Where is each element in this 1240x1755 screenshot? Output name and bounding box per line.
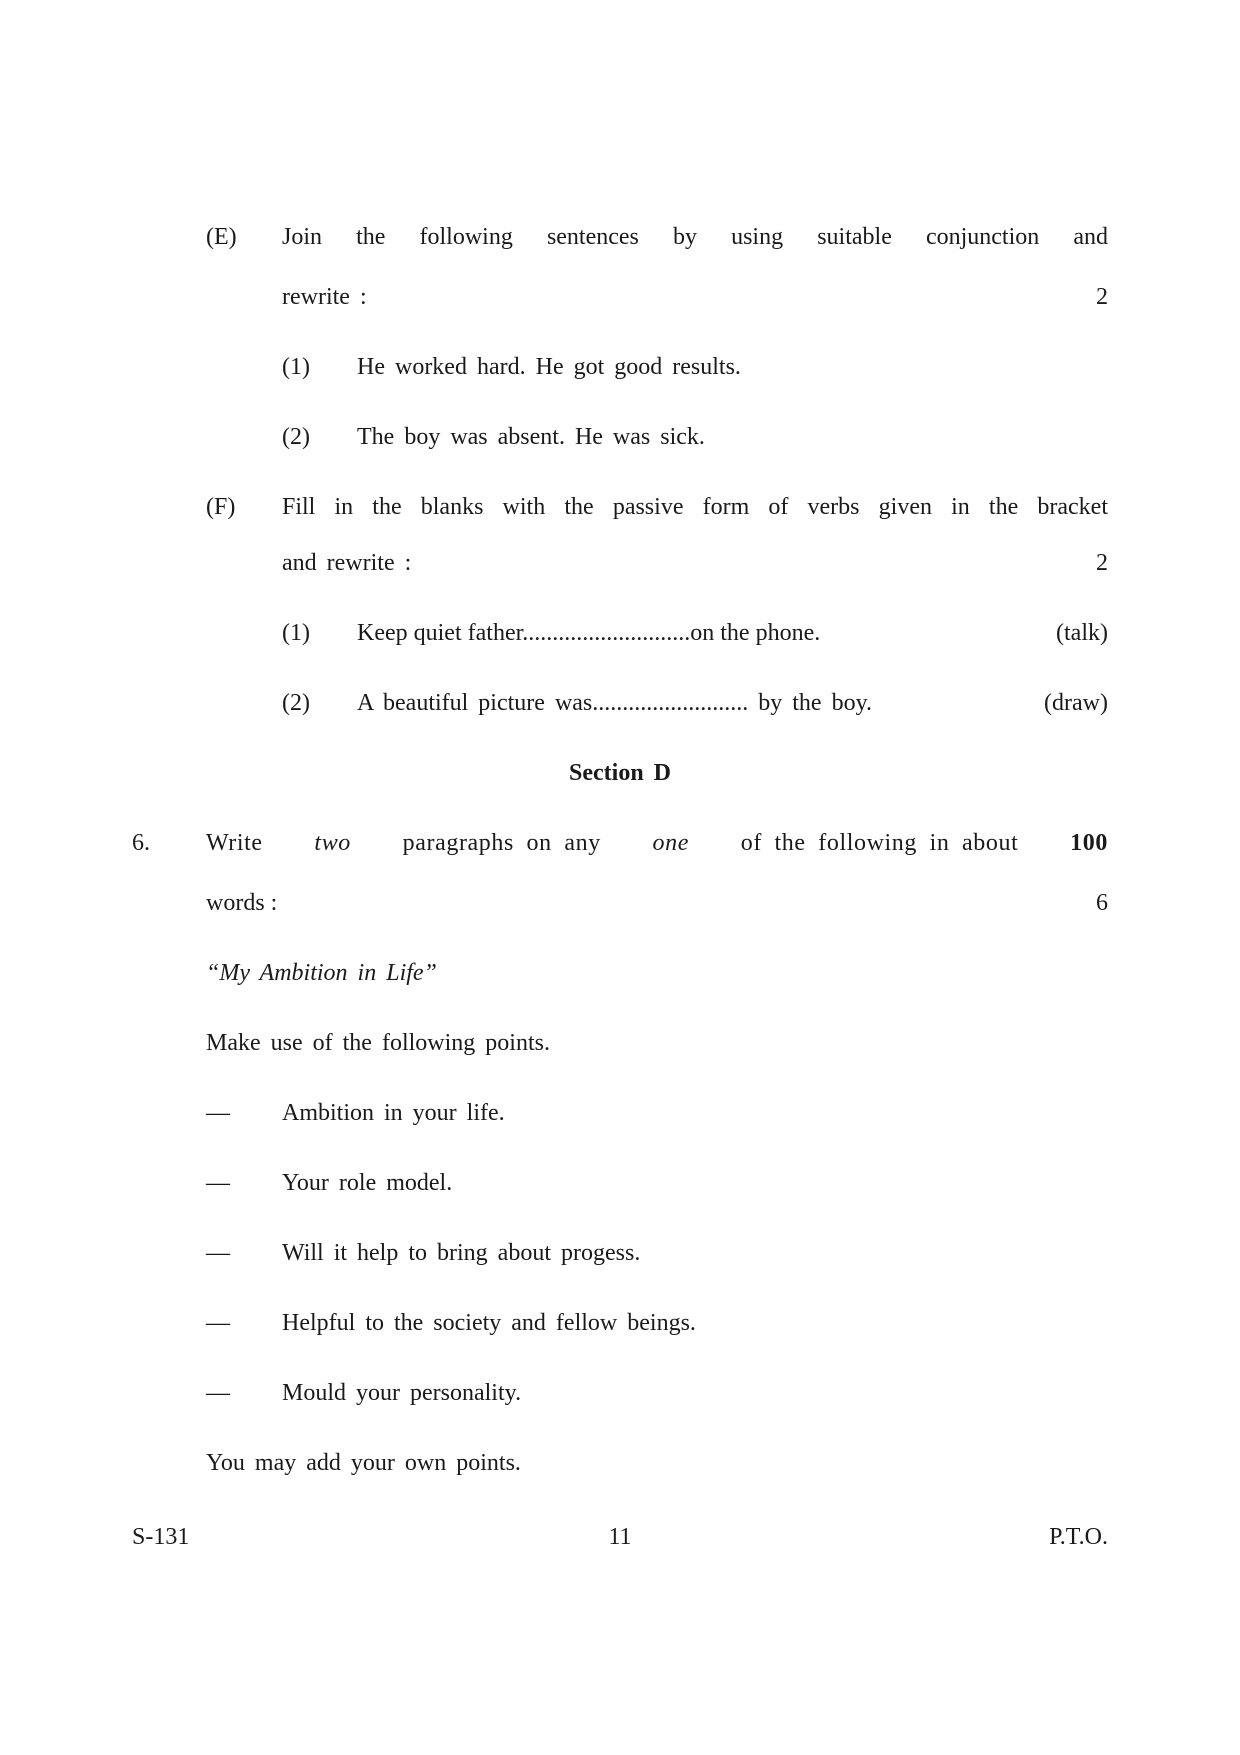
question-f-item-2-num: (2) (282, 690, 310, 716)
question-e-text-line2: rewrite : (282, 284, 367, 310)
question-f-item-1-hint: (talk) (1056, 620, 1108, 646)
question-f-marks: 2 (1096, 550, 1108, 576)
question-e-item-1-text: He worked hard. He got good results. (357, 354, 741, 380)
q6-word-two: two (314, 830, 351, 856)
bullet-dash: — (206, 1310, 230, 1336)
bullet-dash: — (206, 1380, 230, 1406)
paper-code: S-131 (132, 1524, 190, 1550)
point-3: Will it help to bring about progess. (282, 1240, 641, 1266)
closing-note: You may add your own points. (206, 1450, 521, 1476)
question-e-item-2-text: The boy was absent. He was sick. (357, 424, 705, 450)
essay-topic: “My Ambition in Life” (206, 960, 437, 986)
question-f-text-line2: and rewrite : (282, 550, 412, 576)
bullet-dash: — (206, 1240, 230, 1266)
bullet-dash: — (206, 1100, 230, 1126)
question-6-text-line2: words : (206, 890, 278, 916)
question-e-item-2-num: (2) (282, 424, 310, 450)
question-f-label: (F) (206, 494, 236, 520)
question-6-number: 6. (132, 830, 150, 856)
question-e-text-line1: Join the following sentences by using suitable conjunction and (282, 224, 1108, 250)
point-4: Helpful to the society and fellow beings. (282, 1310, 696, 1336)
question-f-item-1-num: (1) (282, 620, 310, 646)
question-f-item-2-text: A beautiful picture was.......................... by the boy. (357, 690, 873, 716)
question-f-item-1-text: Keep quiet father............................on the phone. (357, 620, 821, 646)
bullet-dash: — (206, 1170, 230, 1196)
essay-instruction: Make use of the following points. (206, 1030, 550, 1056)
q6-word-write: Write (206, 830, 263, 856)
q6-word-one: one (652, 830, 689, 856)
q6-words-following: of the following in about (740, 830, 1019, 856)
pto-label: P.T.O. (1049, 1524, 1108, 1550)
question-f-item-2-hint: (draw) (1044, 690, 1108, 716)
section-heading: Section D (569, 760, 671, 786)
point-1: Ambition in your life. (282, 1100, 505, 1126)
q6-words-paragraphs: paragraphs on any (402, 830, 601, 856)
question-f-text-line1: Fill in the blanks with the passive form of verbs given in the bracket (282, 494, 1108, 520)
q6-word-count: 100 (1070, 830, 1108, 856)
question-e-marks: 2 (1096, 284, 1108, 310)
point-2: Your role model. (282, 1170, 453, 1196)
point-5: Mould your personality. (282, 1380, 522, 1406)
question-e-label: (E) (206, 224, 237, 250)
question-6-marks: 6 (1096, 890, 1108, 916)
page-number: 11 (608, 1524, 632, 1550)
question-e-item-1-num: (1) (282, 354, 310, 380)
question-6-text-line1 (206, 828, 1108, 858)
